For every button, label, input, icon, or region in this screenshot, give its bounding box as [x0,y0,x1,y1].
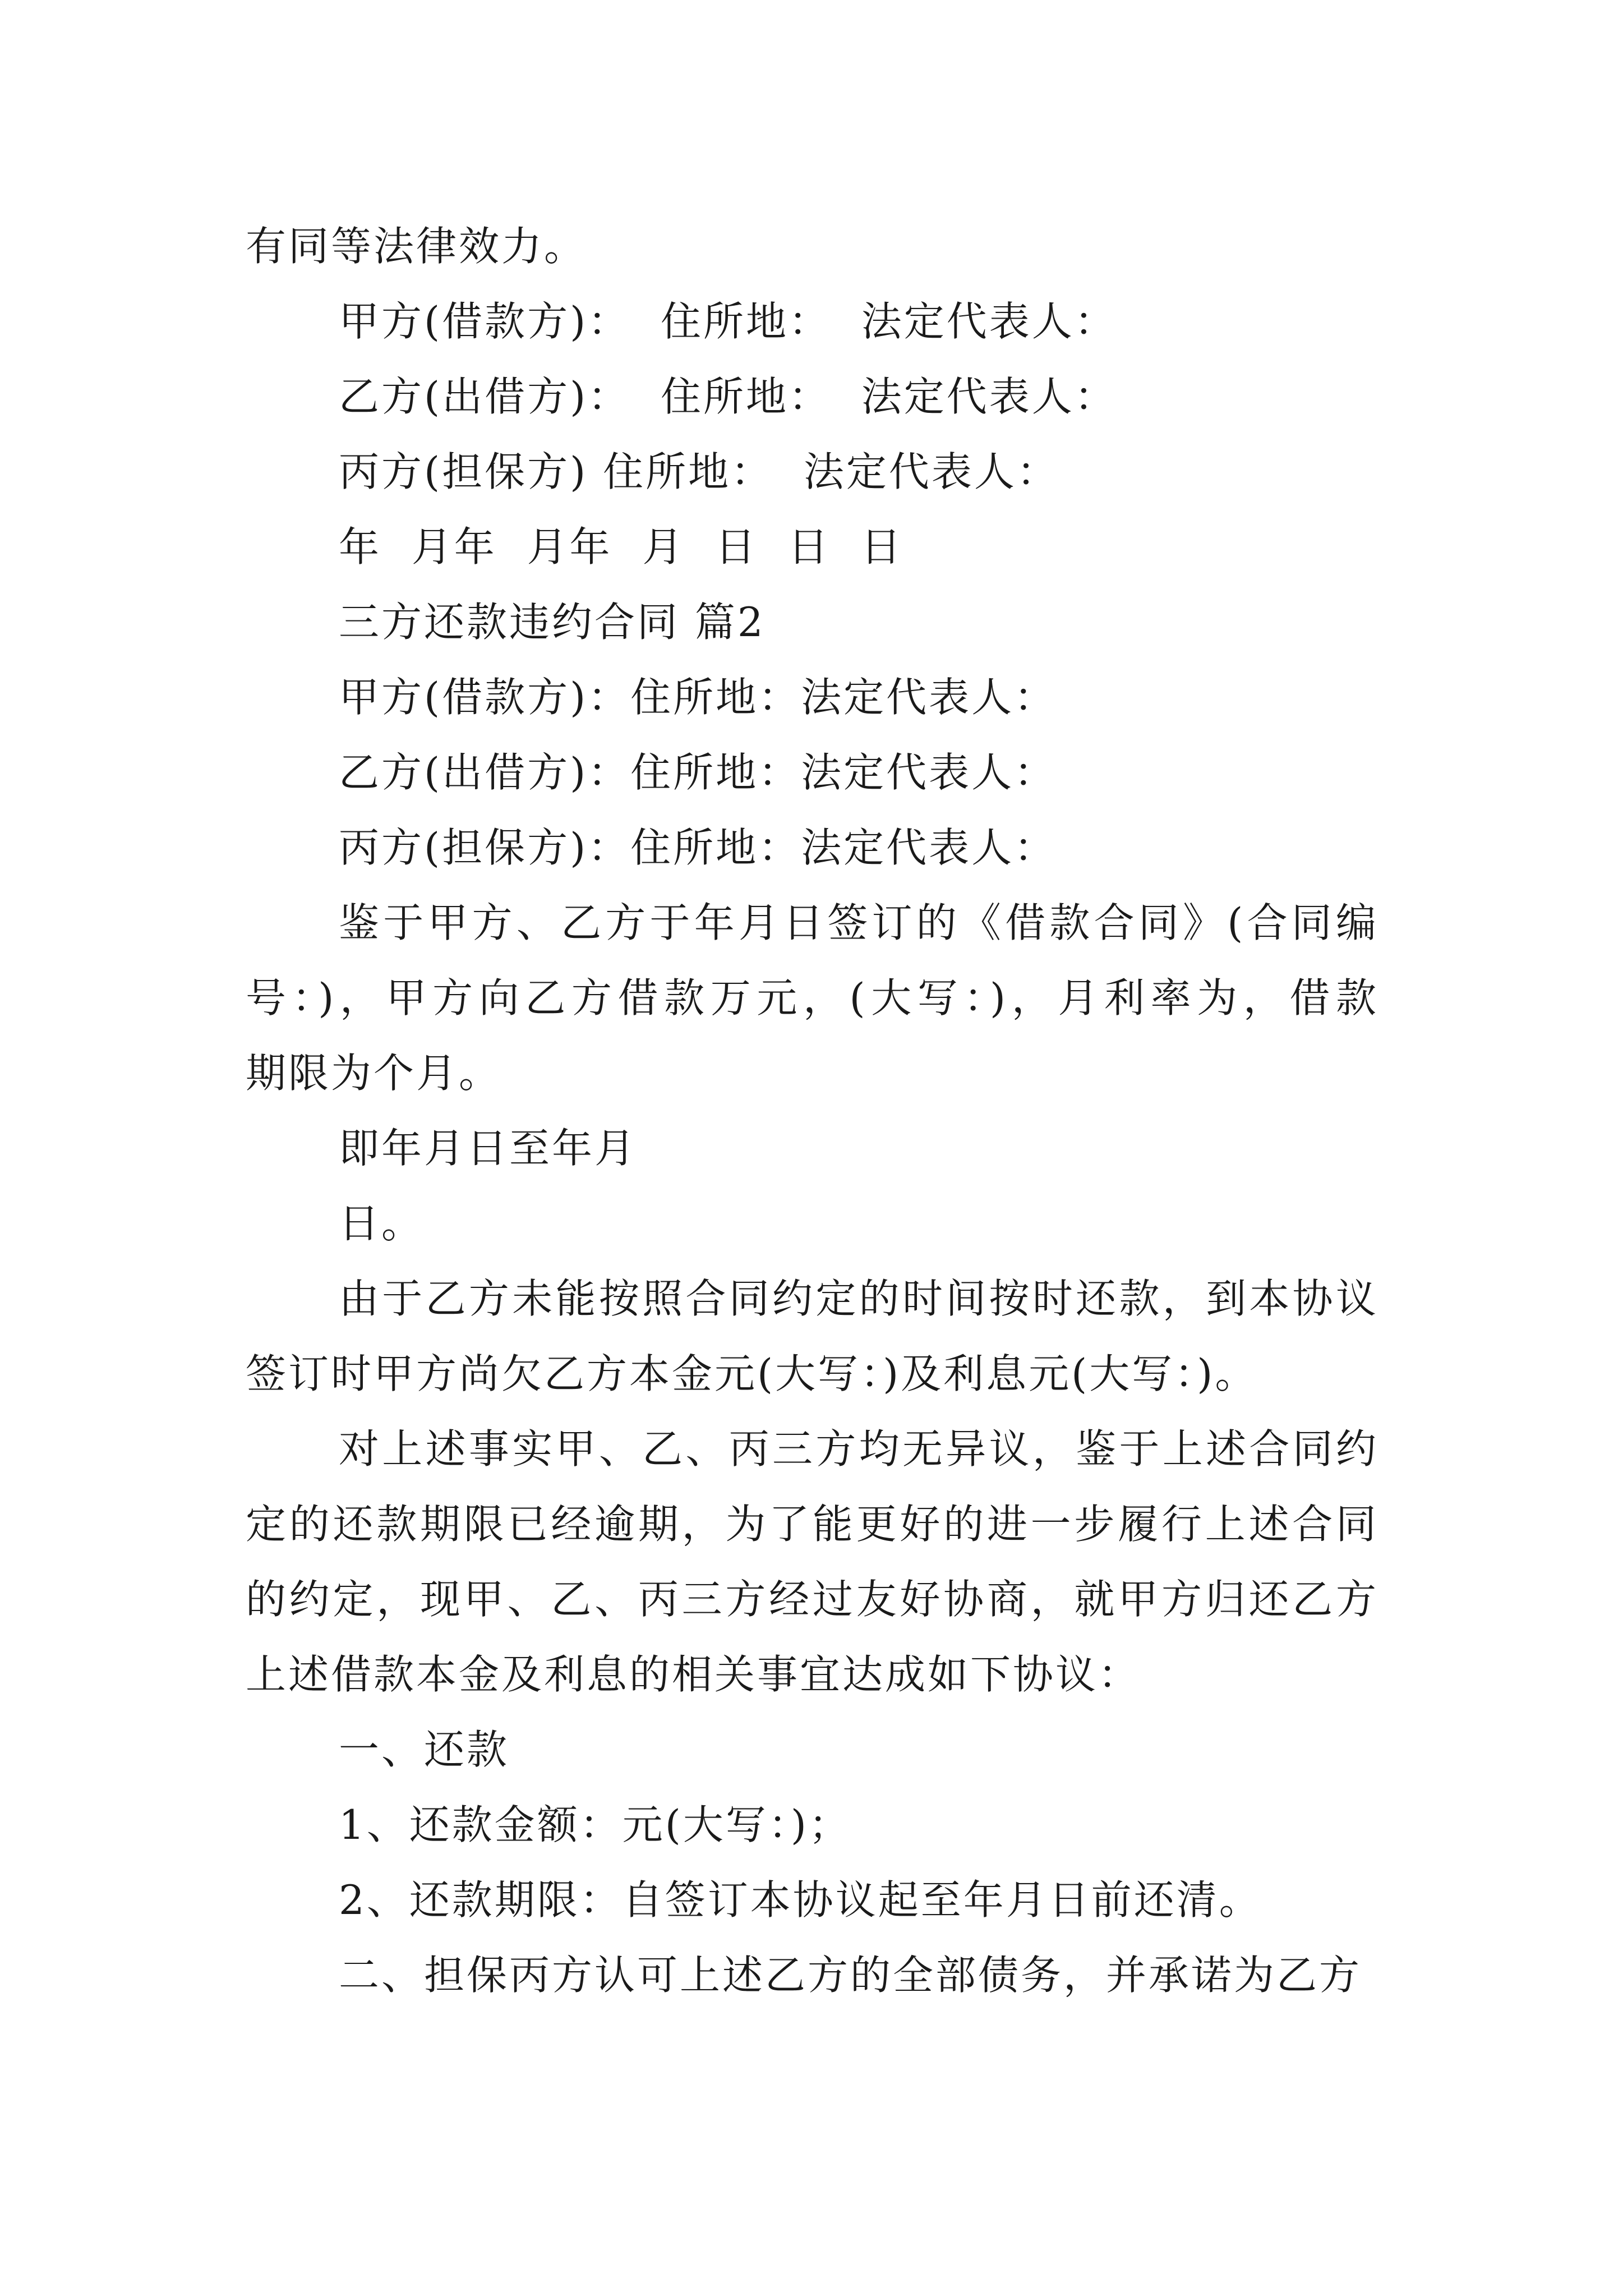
paragraph-line: 由于乙方未能按照合同约定的时间按时还款，到本协议 [339,1275,1378,1322]
paragraph-line: 号：)，甲方向乙方借款万元，(大写：)，月利率为，借款 [246,974,1378,1022]
party-a-line: 甲方(借款方)： 住所地： 法定代表人： [339,298,1117,345]
loan-paragraph [246,885,1378,1111]
section-heading: 三方还款违约合同 篇2 [339,599,766,646]
party-a-line: 甲方(借款方)：住所地：法定代表人： [339,674,1057,721]
clause-item: 2、还款期限：自签订本协议起至年月日前还清。 [339,1876,1262,1924]
paragraph-line: 签订时甲方尚欠乙方本金元(大写：)及利息元(大写：)。 [246,1350,1258,1397]
overdue-paragraph [246,1261,1378,1411]
text-line: 有同等法律效力。 [246,223,587,270]
period-line: 日。 [339,1200,425,1247]
paragraph-line: 对上述事实甲、乙、丙三方均无异议，鉴于上述合同约 [339,1425,1378,1473]
document-body [246,209,1378,2013]
paragraph-line: 期限为个月。 [246,1050,502,1097]
party-b-line: 乙方(出借方)： 住所地： 法定代表人： [339,373,1117,420]
section-heading: 一、还款 [339,1726,510,1773]
paragraph-line: 鉴于甲方、乙方于年月日签订的《借款合同》(合同编 [339,899,1378,946]
date-line: 年 月年 月年 月 日 日 日 [339,523,903,570]
clause-item: 1、还款金额：元(大写：)； [339,1801,851,1848]
party-c-line: 丙方(担保方) 住所地： 法定代表人： [339,448,1059,495]
period-line: 即年月日至年月 [339,1125,638,1172]
paragraph-line: 定的还款期限已经逾期，为了能更好的进一步履行上述合同 [246,1501,1378,1548]
paragraph-line: 的约定，现甲、乙、丙三方经过友好协商，就甲方归还乙方 [246,1576,1378,1623]
agreement-paragraph [246,1411,1378,1712]
party-c-line: 丙方(担保方)：住所地：法定代表人： [339,824,1057,871]
paragraph-line: 上述借款本金及利息的相关事宜达成如下协议： [246,1651,1141,1698]
section-heading: 二、担保丙方认可上述乙方的全部债务，并承诺为乙方 [339,1952,1362,1999]
party-b-line: 乙方(出借方)：住所地：法定代表人： [339,749,1057,796]
